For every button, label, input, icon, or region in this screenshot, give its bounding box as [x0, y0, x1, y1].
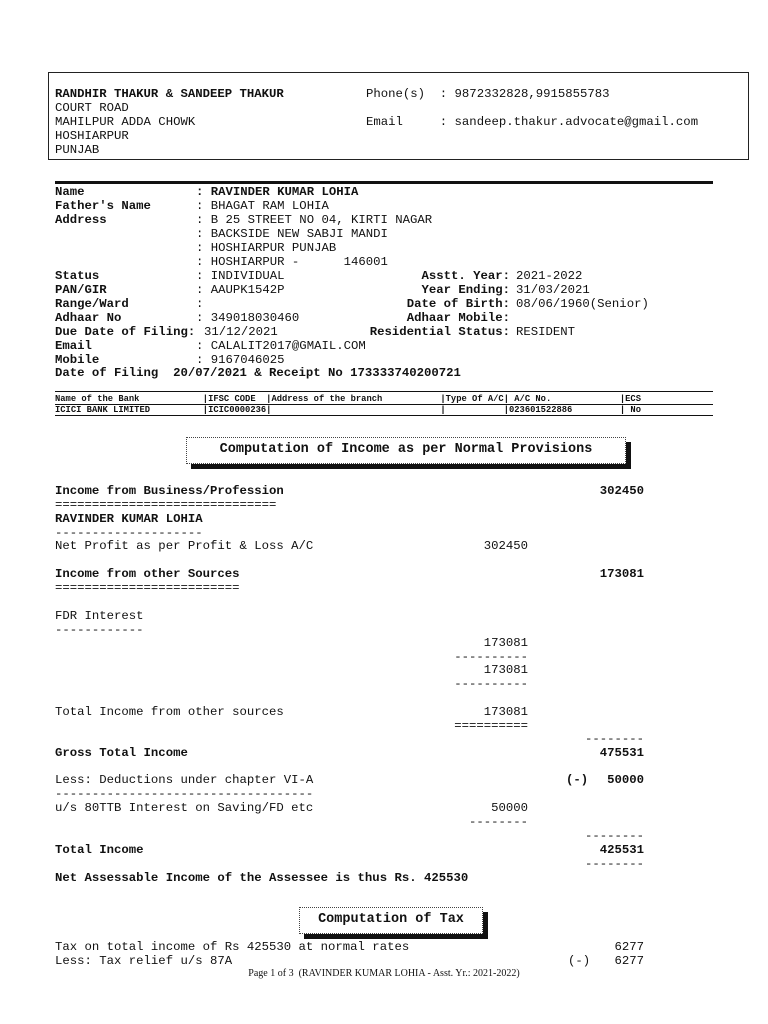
gross-total-income-label: Gross Total Income: [55, 746, 188, 760]
bank-table-header: Name of the Bank |IFSC CODE |Address of the branch |Type Of A/C| A/C No. |ECS: [55, 394, 641, 404]
label-address: Address: [55, 213, 107, 227]
label-mobile: Mobile: [55, 353, 100, 367]
tax-on-income-label: Tax on total income of Rs 425530 at normal rates: [55, 940, 410, 954]
underline: -----------------------------------: [55, 787, 314, 801]
total-rule: ==========: [454, 719, 528, 733]
value-address: : HOSHIARPUR PUNJAB: [196, 241, 337, 255]
fdr-subtotal-value: 173081: [483, 663, 528, 677]
label-name: Name: [55, 185, 85, 199]
business-income-label: Income from Business/Profession: [55, 484, 284, 498]
underline: ==============================: [55, 498, 277, 512]
business-income-total: 302450: [599, 484, 644, 498]
bank-table-bottom-rule: [55, 415, 713, 416]
80ttb-value: 50000: [491, 801, 528, 815]
value-adhaar: : 349018030460: [196, 311, 300, 325]
firm-address-line: HOSHIARPUR: [55, 129, 129, 143]
label-due-date: Due Date of Filing:: [55, 325, 196, 339]
label-father: Father's Name: [55, 199, 151, 213]
bank-table-row: ICICI BANK LIMITED |ICIC0000236| | |023601522886 | No: [55, 405, 641, 415]
subtotal-rule: ----------: [454, 677, 528, 691]
value-address: : BACKSIDE NEW SABJI MANDI: [196, 227, 388, 241]
deductions-label: Less: Deductions under chapter VI-A: [55, 773, 314, 787]
firm-email: Email : sandeep.thakur.advocate@gmail.com: [366, 115, 699, 129]
firm-phone: Phone(s) : 9872332828,9915855783: [366, 87, 610, 101]
other-sources-label: Income from other Sources: [55, 567, 240, 581]
80ttb-label: u/s 80TTB Interest on Saving/FD etc: [55, 801, 314, 815]
income-computation-title: Computation of Income as per Normal Provisions: [219, 442, 593, 457]
value-name: : RAVINDER KUMAR LOHIA: [196, 185, 359, 199]
tax-relief-value: 6277: [614, 954, 644, 968]
fdr-interest-label: FDR Interest: [55, 609, 144, 623]
value-mobile: : 9167046025: [196, 353, 285, 367]
label-asst-year: Asstt. Year:: [421, 269, 510, 283]
firm-address-line: PUNJAB: [55, 143, 100, 157]
value-address: : B 25 STREET NO 04, KIRTI NAGAR: [196, 213, 433, 227]
business-person-name: RAVINDER KUMAR LOHIA: [55, 512, 203, 526]
underline: ------------: [55, 623, 144, 637]
deductions-value: 50000: [607, 773, 644, 787]
filing-date-receipt: Date of Filing 20/07/2021 & Receipt No 173333740200721: [55, 366, 461, 380]
net-profit-label: Net Profit as per Profit & Loss A/C: [55, 539, 314, 553]
value-father: : BHAGAT RAM LOHIA: [196, 199, 329, 213]
income-computation-title-box: [186, 437, 626, 464]
firm-address-line: MAHILPUR ADDA CHOWK: [55, 115, 196, 129]
subtotal-rule: --------: [468, 815, 528, 829]
value-due-date: 31/12/2021: [204, 325, 278, 339]
value-email: : CALALIT2017@GMAIL.COM: [196, 339, 366, 353]
page-footer: Page 1 of 3 (RAVINDER KUMAR LOHIA - Asst. Yr.: 2021-2022): [248, 968, 520, 979]
value-status: : INDIVIDUAL: [196, 269, 285, 283]
label-pan: PAN/GIR: [55, 283, 107, 297]
label-adhaar-mobile: Adhaar Mobile:: [406, 311, 510, 325]
section-divider: [55, 181, 713, 184]
label-status: Status: [55, 269, 100, 283]
bank-table-top-rule: [55, 391, 713, 392]
label-dob: Date of Birth:: [406, 297, 510, 311]
tax-computation-title: Computation of Tax: [318, 912, 464, 927]
deductions-sign: (-): [566, 773, 589, 787]
total-income-label: Total Income: [55, 843, 144, 857]
total-rule: --------: [584, 732, 644, 746]
total-rule: --------: [584, 857, 644, 871]
fdr-interest-value: 173081: [483, 636, 528, 650]
total-rule: --------: [584, 829, 644, 843]
total-other-sources-value: 173081: [483, 705, 528, 719]
value-asst-year: 2021-2022: [516, 269, 583, 283]
label-range: Range/Ward: [55, 297, 129, 311]
value-residential-status: RESIDENT: [516, 325, 576, 339]
label-email: Email: [55, 339, 92, 353]
label-residential-status: Residential Status:: [369, 325, 510, 339]
tax-relief-label: Less: Tax relief u/s 87A: [55, 954, 233, 968]
other-sources-total: 173081: [599, 567, 644, 581]
underline: --------------------: [55, 526, 203, 540]
gross-total-income-value: 475531: [599, 746, 644, 760]
tax-computation-title-box: [299, 907, 483, 934]
tax-on-income-value: 6277: [614, 940, 644, 954]
subtotal-rule: ----------: [454, 650, 528, 664]
total-income-value: 425531: [599, 843, 644, 857]
underline: =========================: [55, 581, 240, 595]
label-adhaar: Adhaar No: [55, 311, 122, 325]
firm-name: RANDHIR THAKUR & SANDEEP THAKUR: [55, 87, 284, 101]
total-other-sources-label: Total Income from other sources: [55, 705, 284, 719]
value-address: : HOSHIARPUR - 146001: [196, 255, 388, 269]
value-pan: : AAUPK1542P: [196, 283, 285, 297]
value-range: :: [196, 297, 204, 311]
tax-relief-sign: (-): [568, 954, 591, 968]
net-profit-value: 302450: [483, 539, 528, 553]
net-assessable-income: Net Assessable Income of the Assessee is thus Rs. 425530: [55, 871, 469, 885]
value-dob: 08/06/1960(Senior): [516, 297, 649, 311]
firm-address-line: COURT ROAD: [55, 101, 129, 115]
label-year-ending: Year Ending:: [421, 283, 510, 297]
value-year-ending: 31/03/2021: [516, 283, 590, 297]
